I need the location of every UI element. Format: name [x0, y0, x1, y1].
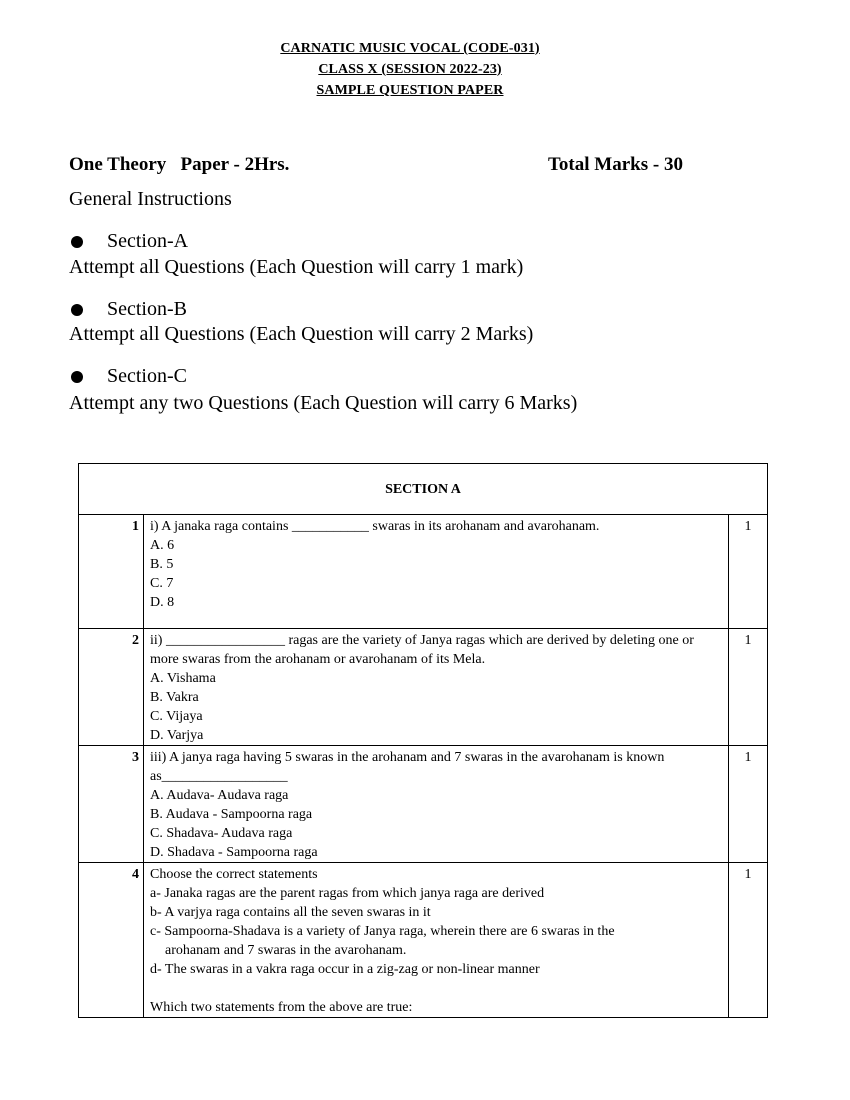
section-b-instruction: Attempt all Questions (Each Question will carry 2 Marks): [69, 323, 534, 345]
statement-a: a- Janaka ragas are the parent ragas from which janya raga are derived: [150, 886, 545, 901]
option-a: A. Audava- Audava raga: [150, 788, 289, 803]
question-text: [144, 863, 729, 1018]
option-b: B. 5: [150, 557, 174, 572]
section-a-bullet: [69, 230, 188, 253]
statement-d: d- The swaras in a vakra raga occur in a zig-zag or non-linear manner: [150, 962, 540, 977]
table-row: [79, 863, 768, 1018]
option-d: D. Varjya: [150, 728, 204, 743]
statement-b: b- A varjya raga contains all the seven swaras in it: [150, 905, 431, 920]
question-text: [144, 746, 729, 863]
table-row: [79, 746, 768, 863]
question-prompt: Which two statements from the above are true:: [150, 1000, 413, 1015]
question-marks: 1: [729, 863, 768, 1018]
question-marks: 1: [729, 629, 768, 746]
section-b-name: Section-B: [107, 298, 187, 320]
bullet-icon: [71, 236, 83, 248]
class-session: CLASS X (SESSION 2022-23): [318, 62, 502, 77]
option-a: A. Vishama: [150, 671, 216, 686]
question-marks: 1: [729, 515, 768, 629]
paper-type: SAMPLE QUESTION PAPER: [316, 83, 504, 98]
table-row: [79, 515, 768, 629]
question-number: 3: [79, 746, 144, 863]
section-c-bullet: [69, 365, 187, 388]
option-c: C. Shadava- Audava raga: [150, 826, 293, 841]
section-a-heading: SECTION A: [79, 464, 768, 515]
section-c-name: Section-C: [107, 365, 187, 387]
section-b-bullet: [69, 298, 187, 321]
section-a-name: Section-A: [107, 230, 189, 252]
question-number: 1: [79, 515, 144, 629]
question-number: 2: [79, 629, 144, 746]
question-stem: ii) _________________ ragas are the variety of Janya ragas which are derived by deleting one or more swaras from the arohanam or avarohanam of its Mela.: [150, 633, 694, 667]
spacer: [150, 979, 722, 998]
paper-duration: One Theory Paper - 2Hrs.: [69, 154, 290, 175]
question-number: 4: [79, 863, 144, 1018]
table-row: [79, 629, 768, 746]
general-instructions-heading: General Instructions: [69, 188, 232, 210]
question-marks: 1: [729, 746, 768, 863]
option-c: C. 7: [150, 576, 174, 591]
option-b: B. Vakra: [150, 690, 199, 705]
option-b: B. Audava - Sampoorna raga: [150, 807, 313, 822]
question-table: [78, 463, 768, 1018]
bullet-icon: [71, 304, 83, 316]
question-text: [144, 629, 729, 746]
total-marks: Total Marks - 30: [548, 154, 683, 175]
statement-c: c- Sampoorna-Shadava is a variety of Janya raga, wherein there are 6 swaras in the: [150, 924, 615, 939]
option-c: C. Vijaya: [150, 709, 203, 724]
question-text: [144, 515, 729, 629]
option-d: D. 8: [150, 595, 175, 610]
statement-c-continued: arohanam and 7 swaras in the avarohanam.: [165, 943, 407, 958]
question-stem: i) A janaka raga contains ___________ swaras in its arohanam and avarohanam.: [150, 519, 600, 534]
section-c-instruction: Attempt any two Questions (Each Question will carry 6 Marks): [69, 392, 578, 414]
question-stem: Choose the correct statements: [150, 867, 318, 882]
bullet-icon: [71, 371, 83, 383]
section-a-instruction: Attempt all Questions (Each Question will carry 1 mark): [69, 256, 524, 278]
question-stem: iii) A janya raga having 5 swaras in the arohanam and 7 swaras in the avarohanam is known as__________________: [150, 750, 665, 784]
paper-title: CARNATIC MUSIC VOCAL (CODE-031): [280, 41, 540, 56]
option-a: A. 6: [150, 538, 175, 553]
option-d: D. Shadava - Sampoorna raga: [150, 845, 318, 860]
